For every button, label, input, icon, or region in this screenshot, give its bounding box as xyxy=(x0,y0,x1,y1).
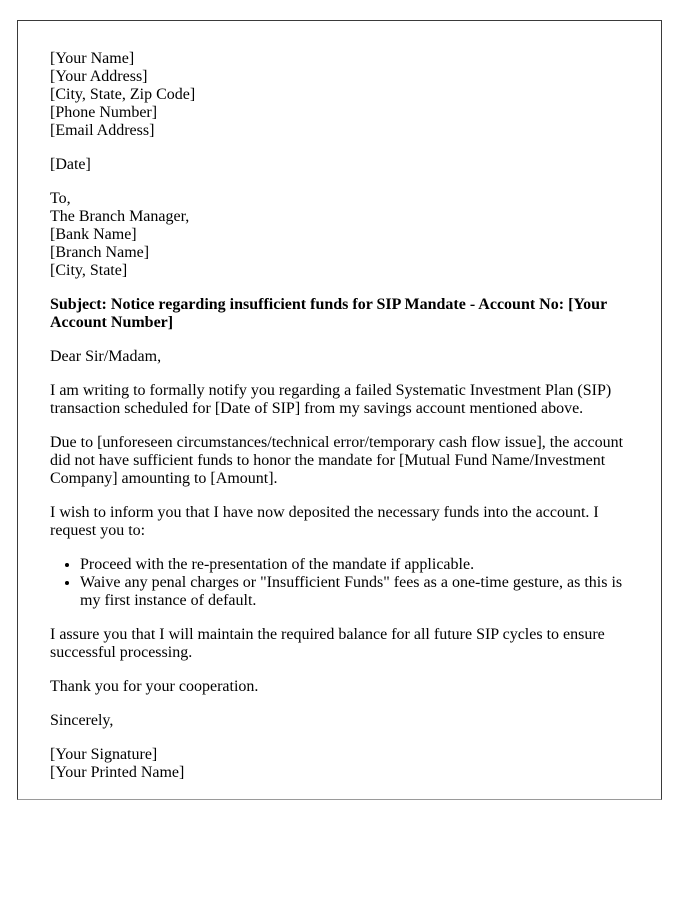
body-paragraph-assurance: I assure you that I will maintain the required balance for all future SIP cycles to ensure successful processing. xyxy=(50,626,605,661)
recipient-title-line: The Branch Manager, xyxy=(50,208,190,225)
salutation: Dear Sir/Madam, xyxy=(50,348,162,365)
date-line: [Date] xyxy=(50,156,91,173)
recipient-bank-line: [Bank Name] xyxy=(50,226,137,243)
recipient-city-line: [City, State] xyxy=(50,262,128,279)
request-list-item-represent: • Proceed with the re-presentation of the mandate if applicable. xyxy=(80,556,631,574)
body-paragraph-thanks: Thank you for your cooperation. xyxy=(50,678,259,695)
signature-line: [Your Signature] xyxy=(50,746,158,763)
letter-page xyxy=(17,20,662,800)
subject-line: Subject: Notice regarding insufficient funds for SIP Mandate - Account No: [Your Account Number] xyxy=(50,296,607,331)
sender-email-line: [Email Address] xyxy=(50,122,155,139)
sender-address-block xyxy=(50,50,631,140)
recipient-to-line: To, xyxy=(50,190,71,207)
sender-name-line: [Your Name] xyxy=(50,50,135,67)
sender-city-line: [City, State, Zip Code] xyxy=(50,86,196,103)
recipient-address-block xyxy=(50,190,631,280)
request-list-item-waive-fees: • Waive any penal charges or "Insufficient Funds" fees as a one-time gesture, as this is my first instance of default. xyxy=(80,574,631,610)
recipient-branch-line: [Branch Name] xyxy=(50,244,150,261)
printed-name-line: [Your Printed Name] xyxy=(50,764,185,781)
body-paragraph-request-intro: I wish to inform you that I have now deposited the necessary funds into the account. I request you to: xyxy=(50,504,599,539)
body-paragraph-reason: Due to [unforeseen circumstances/technical error/temporary cash flow issue], the account did not have sufficient funds to honor the mandate for [Mutual Fund Name/Investment Company] amounting to [Amount]. xyxy=(50,434,624,487)
closing: Sincerely, xyxy=(50,712,114,729)
sender-phone-line: [Phone Number] xyxy=(50,104,158,121)
sender-address-line: [Your Address] xyxy=(50,68,148,85)
body-paragraph-intro: I am writing to formally notify you regarding a failed Systematic Investment Plan (SIP) transaction scheduled for [Date of SIP] from my savings account mentioned above. xyxy=(50,382,612,417)
request-list xyxy=(50,556,631,610)
signature-block xyxy=(50,746,631,782)
